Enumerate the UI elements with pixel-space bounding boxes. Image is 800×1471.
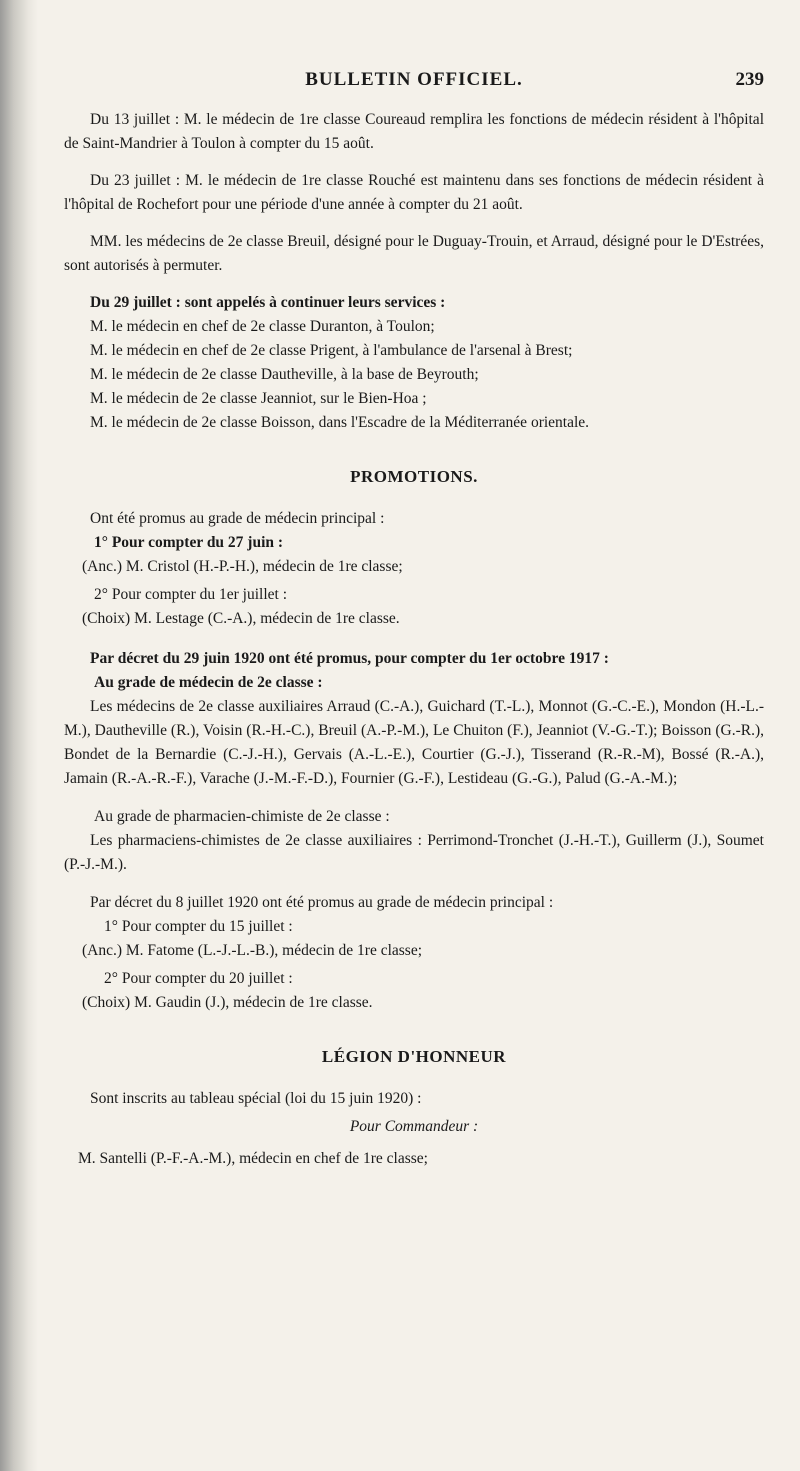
promotion-date-label: 2° Pour compter du 1er juillet :	[94, 586, 288, 603]
promotion-entry: (Choix) M. Gaudin (J.), médecin de 1re classe.	[82, 994, 373, 1011]
legion-rank: Pour Commandeur :	[349, 1118, 479, 1135]
promotion-date-label: 1° Pour compter du 15 juillet :	[104, 918, 293, 935]
decree-8-juillet: Par décret du 8 juillet 1920 ont été promus au grade de médecin principal :	[90, 894, 554, 911]
legion-intro: Sont inscrits au tableau spécial (loi du 15 juin 1920) :	[90, 1090, 422, 1107]
promotion-entry: (Anc.) M. Fatome (L.-J.-L.-B.), médecin de 1re classe;	[82, 942, 423, 959]
promoted-doctors-list: Les médecins de 2e classe auxiliaires Arraud (C.-A.), Guichard (T.-L.), Monnot (G.-C.-E.), Mondon (H.-L.-M.), Dautheville (R.), Voisin (R.-H.-C.), Breuil (A.-P.-M.), Le Chuiton (F.), Jeanniot (V.-G.-T.); Boisson (G.-R.), Bondet de la Bernardie (C.-J.-H.), Gervais (A.-L.-E.), Courtier (G.-J.), Tisserand (R.-R.-M), Bossé (R.-A.), Jamain (R.-A.-R.-F.), Varache (J.-M.-F.-D.), Fournier (G.-F.), Lestideau (G.-G.), Palud (G.-A.-M.);	[64, 698, 764, 787]
services-intro: Du 29 juillet : sont appelés à continuer leurs services :	[90, 294, 446, 311]
promotion-entry: (Anc.) M. Cristol (H.-P.-H.), médecin de 1re classe;	[82, 558, 403, 575]
services-line: M. le médecin de 2e classe Jeanniot, sur le Bien-Hoa ;	[90, 390, 427, 407]
promotions-intro: Ont été promus au grade de médecin principal :	[90, 510, 385, 527]
services-line: M. le médecin en chef de 2e classe Prigent, à l'ambulance de l'arsenal à Brest;	[90, 342, 573, 359]
promotion-date-label: 2° Pour compter du 20 juillet :	[104, 970, 293, 987]
grade-pharmacien: Au grade de pharmacien-chimiste de 2e classe :	[94, 808, 390, 825]
scan-page-edge	[0, 0, 38, 1471]
promoted-pharmacists-list: Les pharmaciens-chimistes de 2e classe auxiliaires : Perrimond-Tronchet (J.-H.-T.), Guillerm (J.), Soumet (P.-J.-M.).	[64, 832, 764, 873]
running-title: BULLETIN OFFICIEL.	[305, 69, 523, 90]
services-line: M. le médecin de 2e classe Boisson, dans l'Escadre de la Méditerranée orientale.	[90, 414, 590, 431]
legion-honneur-heading: LÉGION D'HONNEUR	[321, 1047, 507, 1066]
promotion-date-label: 1° Pour compter du 27 juin :	[94, 534, 284, 551]
decree-29-juin: Par décret du 29 juin 1920 ont été promus, pour compter du 1er octobre 1917 :	[90, 650, 609, 667]
legion-entry: M. Santelli (P.-F.-A.-M.), médecin en chef de 1re classe;	[78, 1150, 428, 1167]
promotion-entry: (Choix) M. Lestage (C.-A.), médecin de 1re classe.	[82, 610, 400, 627]
paragraph-permutation: MM. les médecins de 2e classe Breuil, désigné pour le Duguay-Trouin, et Arraud, désigné pour le D'Estrées, sont autorisés à permuter.	[64, 233, 764, 274]
services-line: M. le médecin en chef de 2e classe Duranton, à Toulon;	[90, 318, 435, 335]
grade-medecin-2e-classe: Au grade de médecin de 2e classe :	[94, 674, 323, 691]
page-header	[64, 60, 764, 94]
page-number: 239	[735, 69, 764, 90]
paragraph-rouche: Du 23 juillet : M. le médecin de 1re classe Rouché est maintenu dans ses fonctions de médecin résident à l'hôpital de Rochefort pour une période d'une année à compter du 21 août.	[64, 172, 764, 213]
services-line: M. le médecin de 2e classe Dautheville, à la base de Beyrouth;	[90, 366, 479, 383]
promotions-heading: PROMOTIONS.	[350, 467, 478, 486]
services-block	[64, 291, 764, 435]
paragraph-coureaud: Du 13 juillet : M. le médecin de 1re classe Coureaud remplira les fonctions de médecin résident à l'hôpital de Saint-Mandrier à Toulon à compter du 15 août.	[64, 111, 764, 152]
document-page	[64, 60, 764, 1171]
